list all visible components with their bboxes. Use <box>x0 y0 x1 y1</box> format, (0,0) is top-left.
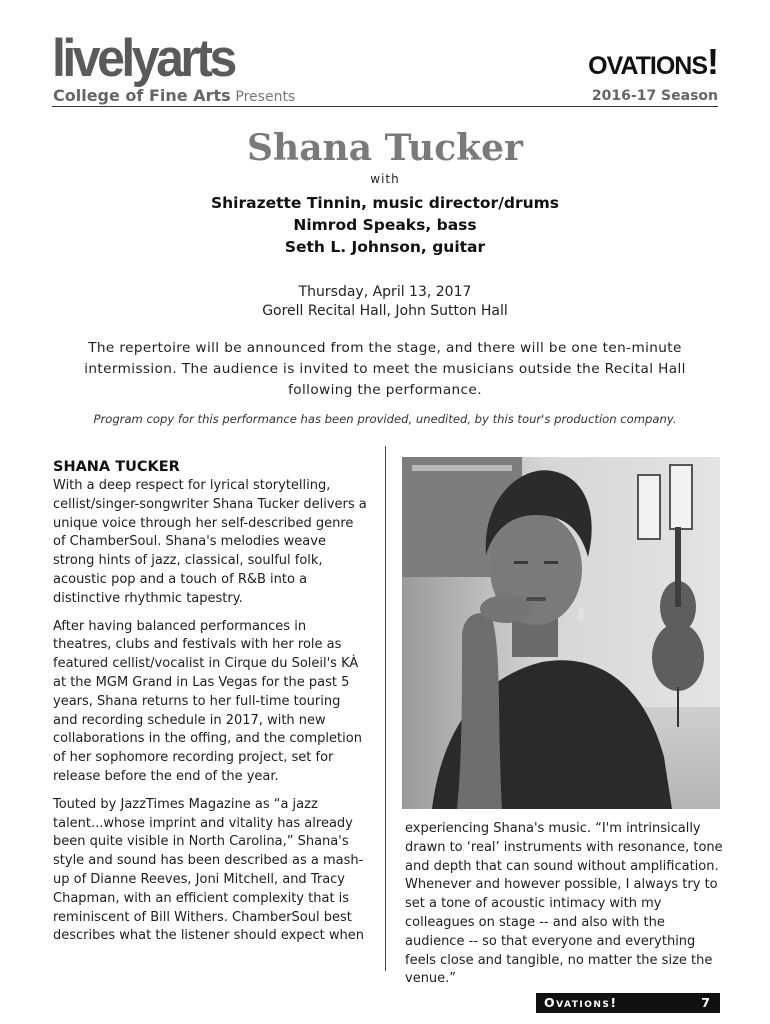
bio-paragraph-continued: experiencing Shana's music. “I'm intrinsically drawn to ‘real’ instruments with resonance, tone and depth that can sound without amplification. Whenever and however possible, I always try to set a tone of acoustic intimacy with my colleagues on stage -- and also with the audience -- so that everyone and everything feels close and tangible, no matter the size the venue.” <box>405 821 723 987</box>
header-rule <box>52 106 718 107</box>
ovations-logo: ovations! <box>588 41 718 82</box>
footer-brand: Ovations! <box>544 995 618 1010</box>
performance-date: Thursday, April 13, 2017 <box>298 284 472 300</box>
bio-paragraph: With a deep respect for lyrical storytelling, cellist/singer-songwriter Shana Tucker delivers a unique voice through her self-described genre of ChamberSoul. Shana's melodies weave strong hints of jazz, classical, soulful folk, acoustic pop and a touch of R&B into a distinctive rhythmic tapestry. <box>53 478 367 606</box>
artist-photo <box>402 457 720 809</box>
with-label: with <box>370 172 400 186</box>
bio-paragraph: After having balanced performances in theatres, clubs and festivals with her role as featured cellist/vocalist in Cirque du Soleil's KÀ at the MGM Grand in Las Vegas for the past 5 years, Shana returns to her full-time touring and recording schedule in 2017, with new collaborations in the offing, and the completion of her sophomore recording project, set for release before the end of the year. <box>53 618 362 784</box>
bio-left-column <box>53 477 368 955</box>
bio-heading: SHANA TUCKER <box>53 459 180 475</box>
credit-line: Seth L. Johnson, guitar <box>284 238 486 256</box>
season-label: 2016-17 Season <box>591 88 718 104</box>
credit-line: Nimrod Speaks, bass <box>293 216 477 234</box>
college-name: College of Fine Arts <box>53 86 231 105</box>
footer-bar <box>536 993 720 1013</box>
presents-label: Presents <box>235 89 296 105</box>
performance-venue: Gorell Recital Hall, John Sutton Hall <box>262 303 508 319</box>
credit-line: Shirazette Tinnin, music director/drums <box>210 194 560 212</box>
page-title: Shana Tucker <box>247 127 523 169</box>
program-intro: The repertoire will be announced from the stage, and there will be one ten-minute intermission. The audience is invited to meet the musicians outside the Recital Hall following the performance. <box>84 340 686 398</box>
column-divider <box>385 446 386 971</box>
page-number: 7 <box>701 995 710 1010</box>
program-note: Program copy for this performance has been provided, unedited, by this tour's production company. <box>93 412 677 426</box>
bio-right-column <box>405 820 725 989</box>
presenter-line <box>53 86 295 107</box>
bio-paragraph: Touted by JazzTimes Magazine as “a jazz talent...whose imprint and vitality has already been quite visible in North Carolina,” Shana's style and sound has been described as a mash-up of Dianne Reeves, Joni Mitchell, and Tracy Chapman, with an efficient complexity that is reminiscent of Bill Withers. ChamberSoul best describes what the listener should expect when <box>53 796 365 944</box>
livelyarts-logo: livelyarts <box>52 28 234 88</box>
